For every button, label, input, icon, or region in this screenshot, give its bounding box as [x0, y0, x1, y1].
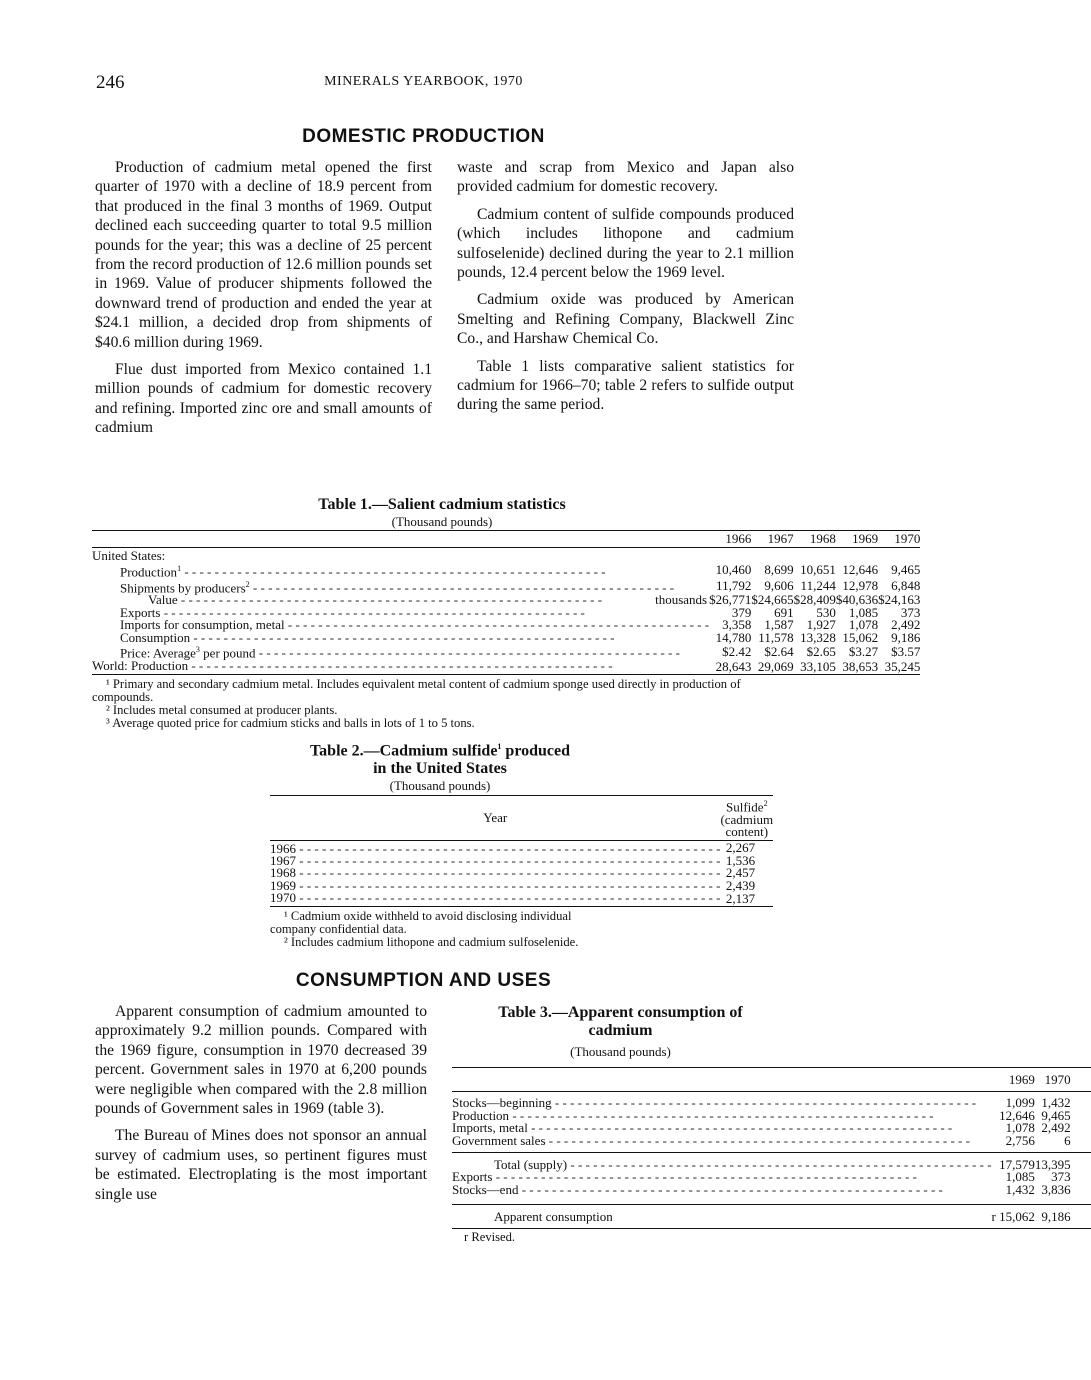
paragraph: Table 1 lists comparative salient statistics for cadmium for 1966–70; table 2 refers to sulfide output during the same period. [457, 357, 794, 414]
row-label: 1969 - - - [270, 880, 720, 892]
cell: 1,587 [764, 617, 794, 633]
row-label: Production - - - [452, 1110, 992, 1122]
footnote: ¹ Primary and secondary cadmium metal. Includes equivalent metal content of cadmium sponge used directly in production of compounds. [92, 677, 741, 705]
footnote: ³ Average quoted price for cadmium sticks and balls in lots of 1 to 5 tons. [106, 716, 475, 731]
paragraph: Apparent consumption of cadmium amounted to approximately 9.2 million pounds. Compared with the 1969 figure, consumption in 1970 decreased 39 percent. Government sales in 1970 at 6,200 pounds were negligible when compared with the 2.8 million pounds of Government sales in 1969 (table 3). [95, 1003, 427, 1118]
cell: 13,328 [800, 629, 836, 645]
cell: 10,460 [715, 562, 752, 578]
row-label: Production$^1$ - - - [92, 563, 709, 579]
table-1-footnotes [92, 678, 792, 730]
table-row-apparent [452, 1205, 1091, 1228]
paragraph: Production of cadmium metal opened the first quarter of 1970 with a decline of 18.9 percent from that produced in the final 3 months of 1969. Output declined each succeeding quarter to total 9.5 million pounds for the year; this was a decline of 25 percent from the record production of 12.6 million pounds set in 1969. Value of producer shipments followed the downward trend of production and ended the year at $24.1 million, a decided drop from shipments of $40.6 million during 1969. [95, 159, 432, 351]
column-header-year: Year [483, 809, 508, 825]
cell: 11,244 [800, 578, 836, 594]
row-label: Stocks—end - - - [452, 1184, 992, 1205]
cell: $24,163 [878, 592, 921, 608]
table-row [270, 892, 773, 906]
cell: 1,085 [1005, 1169, 1035, 1185]
cell: r 15,062 [991, 1209, 1035, 1225]
domestic-right-column [457, 158, 794, 415]
row-label: Stocks—beginning - - - [452, 1092, 992, 1110]
table-2 [270, 738, 774, 949]
cell: $3.27 [848, 643, 879, 659]
cell: 2,137 [725, 890, 756, 906]
table-3 [452, 1004, 1071, 1244]
table-row [452, 1135, 1091, 1153]
cell: 2,492 [1041, 1120, 1071, 1136]
table-1-corner [92, 531, 709, 548]
column-header: 1970 [1044, 1071, 1071, 1087]
row-label: Value - - - thousands [92, 594, 709, 606]
cell: 1,099 [1005, 1095, 1035, 1111]
cell: 12,978 [842, 578, 879, 594]
table-row [92, 660, 920, 675]
cell: 379 [731, 604, 752, 620]
cell: 12,646 [999, 1107, 1035, 1123]
table-3-title-line2: cadmium [588, 1022, 653, 1039]
cell: $40,636 [835, 592, 879, 608]
cell: 8,699 [764, 562, 794, 578]
paragraph-continued: waste and scrap from Mexico and Japan also provided cadmium for domestic recovery. [457, 159, 794, 196]
cell: 33,105 [800, 658, 836, 674]
paragraph: Cadmium content of sulfide compounds produced (which includes lithopone and cadmium sulfoselenide) declined during the year to 2.1 million pounds, 12.4 percent below the 1969 level. [457, 205, 794, 282]
cell: 14,780 [715, 629, 752, 645]
cell: 691 [774, 604, 794, 620]
cell: $2.64 [764, 643, 794, 659]
cell: 9,465 [891, 562, 921, 578]
table-3-grid [452, 1067, 1091, 1229]
row-group-label: United States: [92, 548, 166, 564]
row-label: 1966 - - - [270, 840, 720, 855]
cell: $28,409 [793, 592, 836, 608]
row-label: Apparent consumption [494, 1209, 613, 1225]
row-label: Price: Average$^3$ per pound - - - [92, 644, 709, 660]
cell: 11,578 [758, 629, 794, 645]
column-header: 1969 [1008, 1072, 1035, 1087]
row-label: Imports for consumption, metal - - - [92, 619, 709, 631]
cell: 29,069 [757, 658, 794, 674]
table-1-title: Table 1.—Salient cadmium statistics [318, 496, 566, 513]
column-header: 1969 [852, 531, 879, 546]
row-label: Exports - - - [92, 607, 709, 619]
cell: 9,465 [1041, 1107, 1071, 1123]
table-row [92, 632, 920, 644]
paragraph: The Bureau of Mines does not sponsor an annual survey of cadmium uses, so pertinent figures must be estimated. Electroplating is the most important single use [95, 1127, 427, 1203]
table-3-footnote: r Revised. [464, 1229, 516, 1244]
cell: $3.57 [891, 643, 921, 659]
cell: 9,186 [1041, 1209, 1071, 1225]
cell: 28,643 [715, 658, 752, 674]
footnote: ² Includes cadmium lithopone and cadmium sulfoselenide. [284, 934, 579, 949]
table-2-title: Table 2.—Cadmium sulfide$^1$ produced [309, 742, 571, 760]
column-header: 1966 [725, 531, 752, 546]
cell: 15,062 [842, 629, 879, 645]
cell: 1,078 [1005, 1120, 1035, 1136]
row-label: 1970 - - - [270, 892, 720, 906]
cell: 3,836 [1041, 1181, 1071, 1197]
section-heading-domestic: DOMESTIC PRODUCTION [302, 126, 545, 147]
cell: 1,536 [725, 853, 756, 869]
table-1-grid [92, 530, 920, 675]
table-3-unit: (Thousand pounds) [570, 1044, 671, 1059]
table-3-corner [452, 1068, 992, 1092]
table-2-footnotes [270, 910, 610, 949]
cell: 373 [1051, 1169, 1071, 1185]
column-header: 1967 [767, 531, 794, 546]
table-2-grid [270, 795, 773, 906]
cell: 12,646 [842, 562, 879, 578]
cell: 530 [816, 604, 836, 620]
page-number: 246 [96, 72, 125, 93]
cell: $26,771 [709, 592, 752, 608]
cell: 1,432 [1041, 1095, 1071, 1111]
cell: 2,756 [1005, 1132, 1035, 1148]
table-1 [92, 496, 921, 731]
cell: 1,432 [1005, 1181, 1035, 1197]
column-header-sulfide: Sulfide$^2$ (cadmium content) [720, 799, 774, 839]
cell: 1,927 [806, 617, 836, 633]
cell: 11,792 [716, 578, 752, 594]
table-3-title: Table 3.—Apparent consumption of [498, 1004, 743, 1021]
running-title: MINERALS YEARBOOK, 1970 [324, 74, 523, 89]
cell: 17,579 [999, 1157, 1035, 1173]
cell: 2,457 [725, 865, 756, 881]
column-header: 1968 [809, 531, 836, 546]
cell: $2.65 [806, 643, 836, 659]
cell: 38,653 [842, 658, 879, 674]
column-header: 1970 [894, 531, 921, 546]
paragraph: Cadmium oxide was produced by American Smelting and Refining Company, Blackwell Zinc Co., and Harshaw Chemical Co. [457, 291, 794, 348]
footnote: ² Includes metal consumed at producer plants. [106, 703, 338, 718]
cell: 2,492 [891, 617, 921, 633]
cell: 13,395 [1034, 1157, 1071, 1173]
table-row [92, 563, 920, 579]
cell: 10,651 [800, 562, 836, 578]
row-label: World: Production - - - [92, 660, 709, 675]
cell: 35,245 [884, 658, 921, 674]
row-label: Exports - - - [452, 1171, 992, 1183]
cell: 6,848 [891, 578, 921, 594]
table-1-unit: (Thousand pounds) [391, 514, 493, 529]
row-label: Total (supply) - - - [452, 1153, 992, 1172]
footnote: ¹ Cadmium oxide withheld to avoid disclosing individual company confidential data. [270, 908, 572, 936]
table-row [452, 1184, 1091, 1205]
table-row [92, 594, 920, 606]
row-label: 1968 - - - [270, 867, 720, 879]
domestic-left-column [95, 158, 432, 438]
row-label: Consumption - - - [92, 632, 709, 644]
section-heading-consumption: CONSUMPTION AND USES [295, 970, 552, 991]
cell: 1,085 [848, 604, 879, 620]
cell: 373 [900, 604, 921, 620]
table-2-title-line2: in the United States [373, 760, 507, 778]
row-label: Government sales - - - [452, 1135, 992, 1153]
consumption-left-column [95, 1002, 427, 1204]
cell: 3,358 [722, 617, 752, 633]
cell: 1,078 [848, 617, 879, 633]
cell: 2,267 [725, 839, 756, 855]
cell: 6 [1064, 1132, 1071, 1148]
paragraph: Flue dust imported from Mexico contained 1.1 million pounds of cadmium for domestic recovery and refining. Imported zinc ore and small amounts of cadmium [95, 361, 432, 437]
cell: $24,665 [751, 592, 794, 608]
cell: 9,186 [891, 629, 921, 645]
table-2-unit: (Thousand pounds) [389, 778, 491, 794]
row-label: Shipments by producers$^2$ - - - [92, 579, 709, 595]
cell: $2.42 [722, 643, 752, 659]
row-label: Imports, metal - - - [452, 1122, 992, 1134]
cell: 9,606 [764, 578, 794, 594]
row-label: 1967 - - - [270, 855, 720, 867]
cell: 2,439 [725, 877, 756, 893]
